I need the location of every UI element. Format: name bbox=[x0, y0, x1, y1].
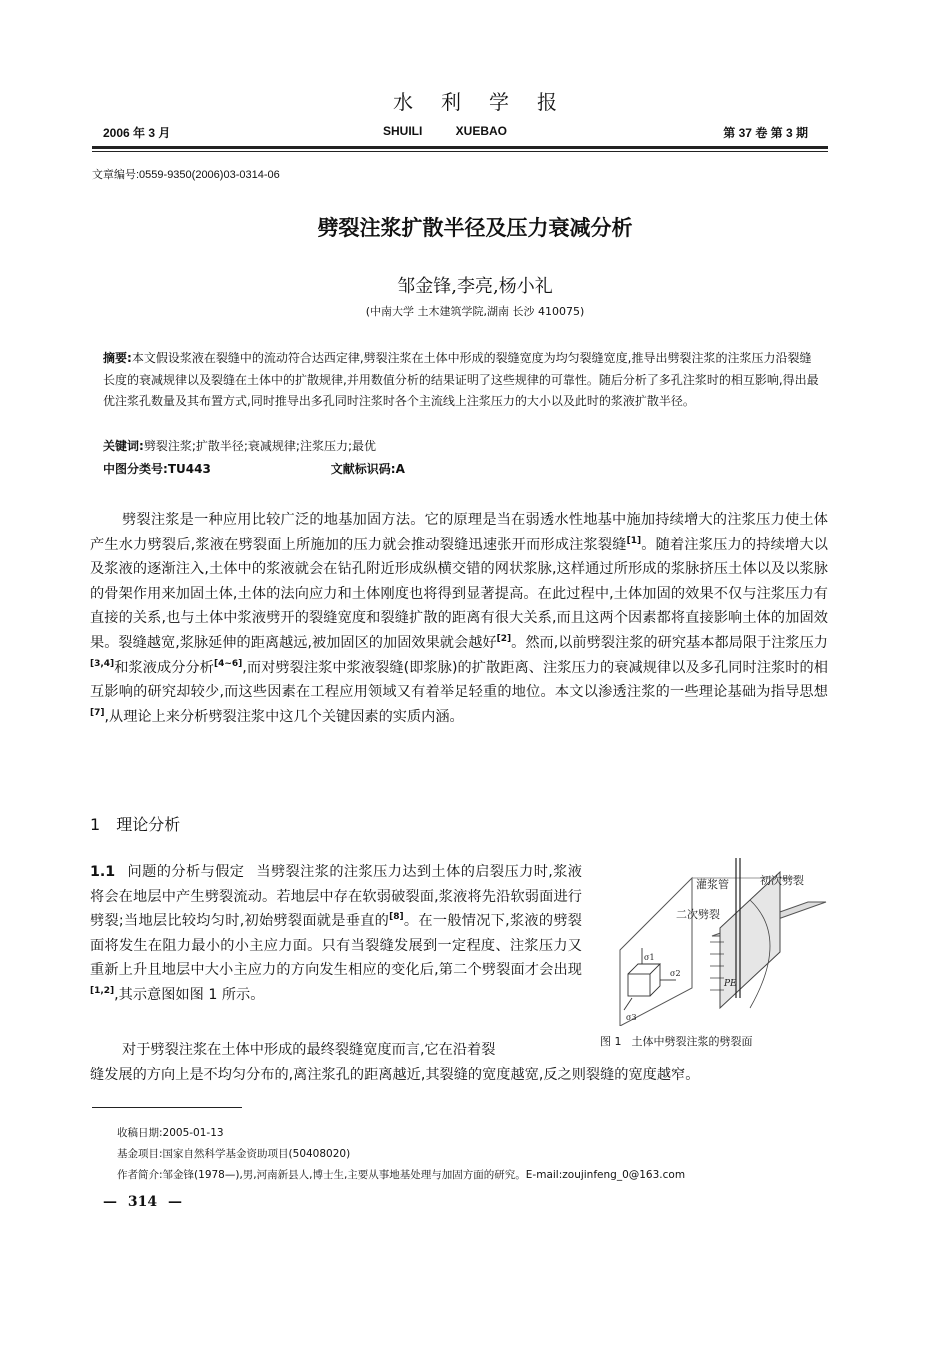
doc-code-label: 文献标识码: bbox=[330, 462, 396, 476]
footnote-author: 作者简介:邹金锋(1978—),男,河南新县人,博士生,主要从事地基处理与加固方面的研究。E-mail:zoujinfeng_0@163.com bbox=[117, 1169, 686, 1181]
classification bbox=[103, 460, 405, 477]
figure-1-diagram bbox=[600, 858, 828, 1026]
affiliation: (中南大学 土木建筑学院,湖南 长沙 410075) bbox=[365, 305, 585, 318]
intro-text-1: 劈裂注浆是一种应用比较广泛的地基加固方法。它的原理是当在弱透水性地基中施加持续增大的注浆压力使土体产生水力劈裂后,浆液在劈裂面上所施加的压力就会推动裂缝迅速张开而形成注浆裂缝 bbox=[90, 512, 828, 553]
doc-code: A bbox=[395, 462, 405, 476]
paper-title: 劈裂注浆扩散半径及压力衰减分析 bbox=[317, 216, 633, 240]
abstract-text: 本文假设浆液在裂缝中的流动符合达西定律,劈裂注浆在土体中形成的裂缝宽度为均匀裂缝宽度,推导出劈裂注浆的注浆压力沿裂缝长度的衰减规律以及裂缝在土体中的扩散规律,并用数值分析的结果证明了这些规律的可靠性。随后分析了多孔注浆时的相互影响,得出最优注浆孔数量及其布置方式,同时推导出多孔同时注浆时各个主流线上注浆压力的大小以及此时的浆液扩散半径。 bbox=[103, 351, 819, 408]
citation-4: [4~6] bbox=[213, 658, 243, 669]
soil-block-left-face bbox=[620, 878, 692, 1026]
journal-name: 水利学报 bbox=[393, 90, 585, 114]
label-second-fracture: 二次劈裂 bbox=[676, 908, 720, 921]
volume-issue: 第 37 卷 第 3 期 bbox=[723, 126, 808, 140]
subsection-text-2: 。在一般情况下,浆液的劈裂面将发生在阻力最小的小主应力面。只有当裂缝发展到一定程度、注浆压力又重新上升且地层中大小主应力的方向发生相应的变化后,第二个劈裂面才会出现 bbox=[90, 913, 582, 979]
label-sigma3: σ3 bbox=[626, 1013, 637, 1022]
section-title: 理论分析 bbox=[116, 815, 181, 834]
citation-2: [2] bbox=[496, 633, 512, 644]
citation-5: [7] bbox=[90, 707, 105, 718]
label-first-fracture: 初次劈裂 bbox=[760, 874, 804, 887]
clc-code: TU443 bbox=[167, 462, 211, 476]
citation-1-2: [1,2] bbox=[90, 985, 115, 996]
intro-text-4: 和浆液成分分析 bbox=[114, 659, 214, 676]
label-pe: PE bbox=[724, 979, 737, 989]
figure-caption bbox=[600, 1033, 828, 1049]
header-rule-thin bbox=[92, 151, 828, 152]
intro-paragraph bbox=[90, 508, 828, 729]
keywords-text: 劈裂注浆;扩散半径;衰减规律;注浆压力;最优 bbox=[143, 439, 376, 453]
footnote-fund: 基金项目:国家自然科学基金资助项目(50408020) bbox=[117, 1148, 351, 1160]
section-heading bbox=[90, 812, 180, 835]
continuation-line-1: 对于劈裂注浆在土体中形成的最终裂缝宽度而言,它在沿着裂 bbox=[122, 1042, 496, 1058]
abstract bbox=[103, 348, 821, 413]
label-sigma2: σ2 bbox=[670, 969, 681, 978]
subsection-text-1: 当劈裂注浆的注浆压力达到土体的启裂压力时,浆液将会在地层中产生劈裂流动。若地层中存在软弱破裂面,浆液将先沿软弱面进行劈裂;当地层比较均匀时,初始劈裂面就是垂直的 bbox=[90, 864, 582, 930]
keywords-label: 关键词: bbox=[103, 439, 144, 453]
subsection-number: 1.1 bbox=[90, 864, 116, 880]
citation-8: [8] bbox=[389, 912, 404, 923]
footnote-rule bbox=[92, 1107, 242, 1108]
intro-text-3: 。然而,以前劈裂注浆的研究基本都局限于注浆压力 bbox=[511, 634, 828, 651]
journal-name-en: SHUILI XUEBAO bbox=[383, 124, 508, 138]
citation-3: [3,4] bbox=[90, 658, 115, 669]
page-number: — 314 — bbox=[103, 1194, 182, 1210]
section-number: 1 bbox=[90, 815, 101, 834]
abstract-label: 摘要: bbox=[103, 351, 132, 365]
subsection-title: 问题的分析与假定 bbox=[127, 864, 245, 880]
keywords bbox=[103, 437, 821, 454]
footnote-received: 收稿日期:2005-01-13 bbox=[117, 1127, 224, 1139]
issue-date: 2006 年 3 月 bbox=[103, 126, 171, 140]
authors: 邹金锋,李亮,杨小礼 bbox=[397, 276, 553, 297]
intro-text-2: 。随着注浆压力的持续增大以及浆液的逐渐注入,土体中的浆液就会在钻孔附近形成纵横交错的网状浆脉,这样通过所形成的浆脉挤压土体以及以浆脉的骨架作用来加固土体,土体的法向应力和土体刚度也将得到显著提高。在此过程中,土体加固的效果不仅与注浆压力有直接的关系,也与土体中浆液劈开的裂缝宽度和裂缝扩散的距离有很大关系,而且这两个因素都将直接影响土体的加固效果。裂缝越宽,浆脉延伸的距离越远,被加固区的加固效果就会越好 bbox=[90, 536, 828, 651]
subsection-paragraph bbox=[90, 860, 582, 1008]
clc-label: 中图分类号: bbox=[103, 462, 168, 476]
intro-text-6: ,从理论上来分析劈裂注浆中这几个关键因素的实质内涵。 bbox=[104, 708, 464, 725]
label-sigma1: σ1 bbox=[644, 953, 655, 962]
article-number: 文章编号:0559-9350(2006)03-0314-06 bbox=[92, 169, 280, 181]
continuation-line-2: 缝发展的方向上是不均匀分布的,离注浆孔的距离越近,其裂缝的宽度越宽,反之则裂缝的宽度越窄。 bbox=[90, 1066, 700, 1083]
label-grout-pipe: 灌浆管 bbox=[696, 878, 729, 891]
figure-caption-text: 土体中劈裂注浆的劈裂面 bbox=[631, 1035, 753, 1048]
subsection-text-3: ,其示意图如图 1 所示。 bbox=[114, 986, 265, 1003]
header-rule-thick bbox=[92, 146, 828, 149]
intro-text-5: ,而对劈裂注浆中浆液裂缝(即浆脉)的扩散距离、注浆压力的衰减规律以及多孔同时注浆时的相互影响的研究却较少,而这些因素在工程应用领域又有着举足轻重的地位。本文以渗透注浆的一些理论基础为指导思想 bbox=[90, 659, 828, 701]
figure-number: 图 1 bbox=[600, 1035, 622, 1048]
citation-1: [1] bbox=[626, 535, 642, 546]
